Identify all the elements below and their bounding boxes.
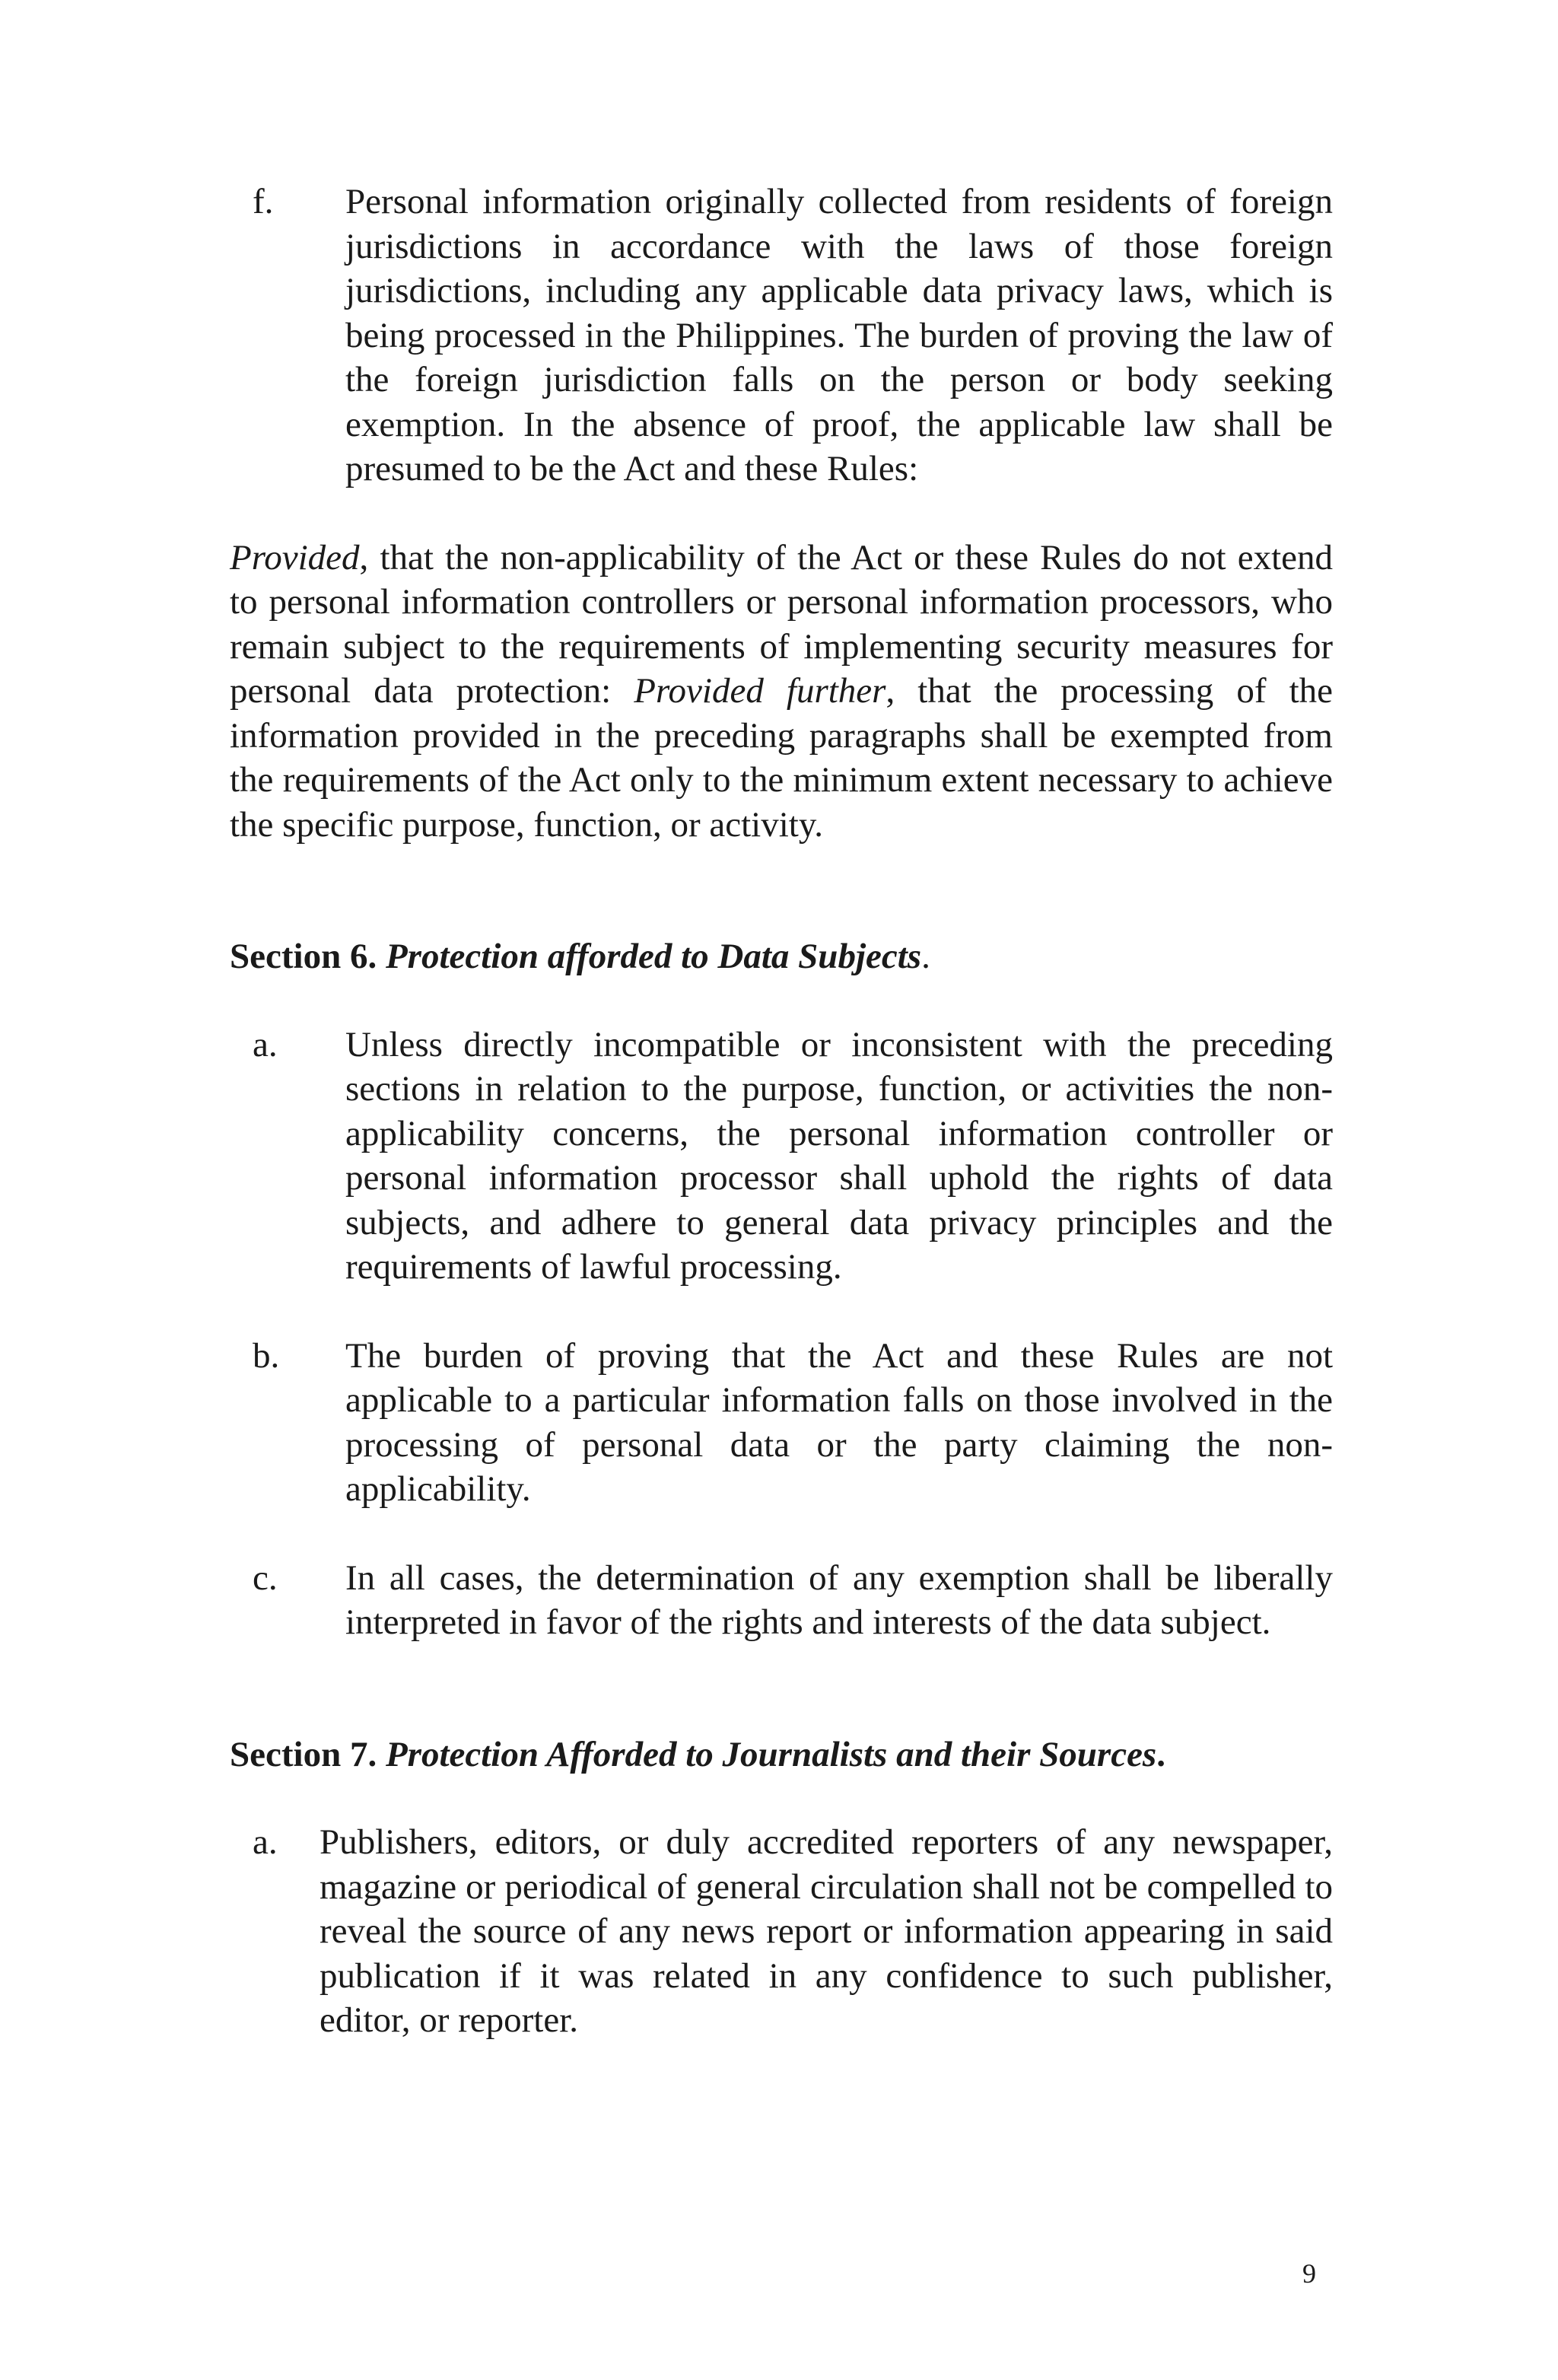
- section-6-title: Protection afforded to Data Subjects: [385, 937, 922, 976]
- section-7-item-a: [230, 1820, 1333, 2043]
- list-marker: c.: [253, 1558, 278, 1598]
- list-marker: a.: [253, 1822, 278, 1862]
- list-marker: f.: [253, 182, 274, 221]
- section-7-title: Protection Afforded to Journalists and their Sources: [385, 1734, 1157, 1774]
- section-7-heading: [230, 1732, 1333, 1777]
- proviso-text-1: , that the non-applicability of the Act or these Rules do not extend to personal information controllers or personal information processors, who remain subject to the requirements of implementing security measures for personal data protection:: [230, 537, 1333, 711]
- list-item-text: Personal information originally collected from residents of foreign jurisdictions in accordance with the laws of those foreign jurisdictions, including any applicable data privacy laws, which is being processed in the Philippines. The burden of proving the law of the foreign jurisdiction falls on the person or body seeking exemption. In the absence of proof, the applicable law shall be presumed to be the Act and these Rules:: [345, 182, 1333, 488]
- list-item-text: In all cases, the determination of any exemption shall be liberally interpreted in favor of the rights and interests of the data subject.: [345, 1558, 1333, 1642]
- list-item-text: Publishers, editors, or duly accredited reporters of any newspaper, magazine or periodical of general circulation shall not be compelled to reveal the source of any news report or information appearing in said publication if it was related in any confidence to such publisher, editor, or reporter.: [320, 1822, 1333, 2040]
- section-6-item-a: [230, 1023, 1333, 1290]
- provided-further-term: Provided further: [634, 671, 886, 711]
- list-item-text: Unless directly incompatible or inconsistent with the preceding sections in relation to the purpose, function, or activities the non-applicability concerns, the personal information controller or personal information processor shall uphold the rights of data subjects, and adhere to general data privacy principles and the requirements of lawful processing.: [345, 1024, 1333, 1287]
- section-7-end: .: [1156, 1734, 1165, 1774]
- section-6-item-b: [230, 1334, 1333, 1512]
- provided-term: Provided: [230, 537, 360, 578]
- section-6-end: .: [921, 937, 930, 976]
- document-page: [230, 180, 1333, 2043]
- list-item-text: The burden of proving that the Act and these Rules are not applicable to a particular information falls on those involved in the processing of personal data or the party claiming the non-applicability.: [345, 1335, 1333, 1509]
- list-marker: b.: [253, 1335, 280, 1376]
- list-item-f: [230, 180, 1333, 492]
- page-number: 9: [1302, 2258, 1316, 2289]
- section-6-label: Section 6.: [230, 937, 377, 976]
- proviso-paragraph: [230, 536, 1333, 848]
- section-6-heading: [230, 934, 1333, 979]
- section-6-item-c: [230, 1556, 1333, 1645]
- section-7-label: Section 7.: [230, 1734, 377, 1774]
- proviso-text-2: , that the processing of the information provided in the preceding paragraphs shall be exempted from the requirements of the Act only to the minimum extent necessary to achieve the specific purpose, function, or activity.: [230, 671, 1333, 845]
- list-marker: a.: [253, 1024, 278, 1064]
